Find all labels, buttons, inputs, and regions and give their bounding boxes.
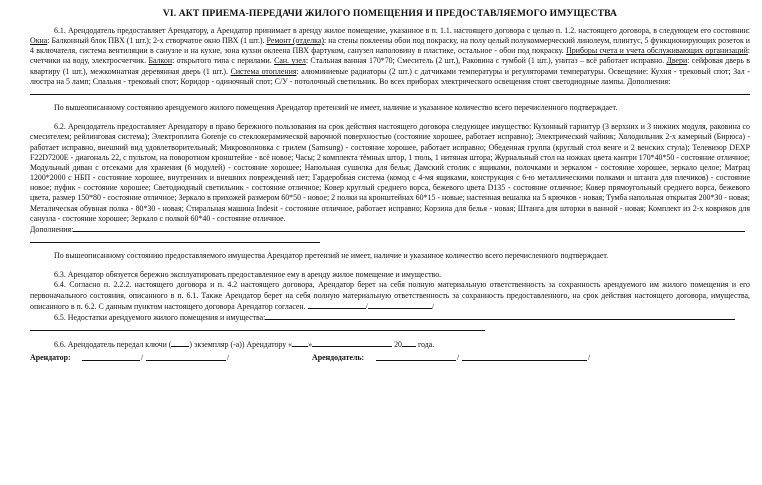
additions-label: Дополнения:: [30, 224, 74, 234]
windows-label: Окна: [30, 36, 48, 46]
year-prefix: 20: [394, 340, 402, 350]
slash: /: [141, 353, 144, 363]
clause-6-1-intro: 6.1. Арендодатель предоставляет Арендатору, а Арендатор принимает в аренду жилое помещение, указанное в п. 1.1. настоящего договора с целью п. 1.2. настоящего договора, в следующем его состоянии:: [54, 26, 750, 35]
clause-6-4: 6.4. Согласно п. 2.2.2. настоящего договора и п. 4.2 настоящего договора, Арендатор берет на себя полную материальную ответственность за сохранность арендуемого им жилого помещения и его первоначального состояния, описанного в п. 6.1. Также Арендатор берет на себя полную материальную ответственность за сохранность предоставленного, на срок действия настоящего договора, имущества, описанного в п. 6.2. С данным пунктом настоящего договора Арендатор согласен. / /: [30, 280, 750, 311]
heating-label: Система отопления: [230, 66, 297, 76]
clause-6-5: [30, 312, 750, 323]
bathroom-text: : Стальная ванная 170*70; Смеситель (2 шт.), Раковина с тумбой (1 шт.), унитаз – всё работает исправно.: [305, 56, 667, 66]
defects-line-2[interactable]: [30, 323, 750, 334]
tenant-name-field-1[interactable]: [368, 301, 432, 309]
landlord-signature-field[interactable]: [376, 353, 456, 361]
tenant-label: Арендатор:: [30, 353, 71, 363]
clause-6-1: [30, 26, 750, 87]
additions-2: [30, 224, 750, 235]
tenant-signature-field[interactable]: [82, 353, 140, 361]
keys-text-c: »: [308, 340, 313, 350]
clause-6-5-text: 6.5. Недостатки арендуемого жилого помещения и имущества:: [54, 312, 266, 322]
claim-premises: По вышеописанному состоянию арендуемого жилого помещения Арендатор претензий не имеет, наличие и указанное количество всего перечисленного подтверждает.: [54, 103, 618, 113]
slash: /: [457, 353, 460, 363]
clause-6-2: 6.2. Арендодатель предоставляет Арендатору в право бережного пользования на срок действия настоящего договора следующее имущество: Кухонный гарнитур (3 верхних и 3 нижних модуля, раковина со смесителем; рейлинговая система); Электроплита Gorenje со стеклокерамической варочной поверхностью (состояние хорошее, работает исправно); Электрический чайник; Холодильник 2-х камерный (Бирюса) - работает исправно, внешний вид удовлетворительный; Микроволновка с грилем (Samsung) - состояние хорошее, работает исправно; Обеденная группа (круглый стол венге и 2 венских стула); Телевизор DEXP F22D7200E - диагональ 22, с пультом, на поворотном кронштейне - всё новое; Часы; 2 комплекта тёмных штор, 1 тюль, 1 нитяная штора; Журнальный стол на ножках цвета кантри 170*40*50 - состояние отличное; Модульный диван с отсеками для хранения (6 модулей) - состояние хорошее; Напольная сушилка для белья; Дамский столик с ящиками, полочками и зеркалом - состояние хорошее, зеркало целое; Матрац 1200*2000 с НБП - состояние хорошее, внутренних и внешних повреждений нет; Гардеробная система (комод с 4-мя ящиками, конструкция с 6-ю металлическими полками и штанга для плечиков) - состояние новое; пуфик - состояние хорошее; Светодиодный светильник - состояние отличное; Ковер круглый среднего ворса, бежевого цвета D135 - состояние отличное; Ковер прямоугольный среднего ворса, бежевого цвета, размер 150*80 - состояние отличное; Зеркало в прихожей размером 60*50 - новое; 2 полки на кронштейнах 60*15 - новые; настенная вешалка на 5 крючков - новая; Тумба напольная открытая 200*30 - новая; Металическая обувная полка - 80*30 - новая; Стиральная машина Indesit - состояние отличное, работает исправно; Корзина для белья - новая; Штанга для шторки в ванной - новая; Комплект из 2-х ковриков для санузла - состояние хорошее; Зеркало с полкой 60*40 - состояние отличное.: [30, 122, 750, 223]
meters-label: Приборы счета и учета обслуживающих организаций: [566, 46, 748, 56]
slash: /: [588, 353, 591, 363]
keys-text-e: года.: [417, 340, 435, 350]
clause-6-4-text: 6.4. Согласно п. 2.2.2. настоящего договора и п. 4.2 настоящего договора, Арендатор берет на себя полную материальную ответственность за сохранность арендуемого им жилого помещения и его первоначального состояния, описанного в п. 6.1. Также Арендатор берет на себя полную материальную ответственность за сохранность предоставленного, на срок действия настоящего договора, имущества, описанного в п. 6.2. С данным пунктом настоящего договора Арендатор согласен.: [30, 280, 750, 311]
additions-line-3[interactable]: [30, 235, 750, 246]
windows-text: : Балконный блок ПВХ (1 шт.); 2-х створчатое окно ПВХ (1 шт.).: [47, 36, 267, 46]
keys-text-b: экземпляр (-а)) Арендатору «: [194, 340, 293, 350]
clause-6-3: 6.3. Арендатор обязуется бережно эксплуатировать предоставленное ему в аренду жилое помещение и имущество.: [54, 270, 442, 280]
slash: /: [227, 353, 230, 363]
additions-line-1[interactable]: [30, 87, 750, 98]
repair-label: Ремонт (отделка): [266, 36, 325, 46]
landlord-name-field[interactable]: [462, 353, 587, 361]
year-field[interactable]: [402, 339, 416, 347]
lease-act-page: [30, 6, 750, 364]
keys-text-a: 6.6. Арендодатель передал ключи (: [54, 340, 172, 350]
tenant-name-field[interactable]: [146, 353, 226, 361]
claim-property: По вышеописанному состоянию предоставляемого имущества Арендатор претензий не имеет, наличие и указанное количество всего перечисленного подтверждает.: [54, 251, 609, 261]
balcony-label: Балкон: [148, 56, 173, 66]
meters-text: : счетчики на воду, электросчетчик.: [30, 46, 750, 66]
defects-line-1[interactable]: [265, 312, 735, 320]
heating-text: : алюминиевые радиаторы (2 шт.) с датчиками температуры и регуляторами температуры. Освещение: Кухня - трековый спот; Зал - люстра на 5 ламп; Спальня - трековый спот; Коридор - одиночный спот; С/У - потолочный светильник. Во всех приборах электрического освещения стоят светодиодные лампы. Дополнения:: [30, 66, 750, 86]
tenant-sign-field-1[interactable]: [308, 301, 366, 309]
landlord-label: Арендодатель:: [312, 353, 365, 363]
repair-text: : на стены поклеены обои под покраску, на полу целый полукоммерческий линолеум, плинтус, 5 функционирующих розеток и 4 включателя, система вентиляции в санузле и на кухне, зона кухни оклеена ПВХ фартуком, санузел наполовину в пластике, остальное - обои под покраску.: [30, 36, 750, 56]
doors-label: Двери: [666, 56, 688, 66]
month-field[interactable]: [312, 339, 392, 347]
balcony-text: : открытого типа с перилами.: [172, 56, 275, 66]
bathroom-label: Сан. узел: [274, 56, 306, 66]
day-field[interactable]: [292, 339, 308, 347]
doors-text: : сейфовая дверь в квартиру (1 шт.), межкомнатная деревянная дверь (1 шт.).: [30, 56, 751, 76]
keys-count-field[interactable]: [171, 339, 189, 347]
section-title: VI. АКТ ПРИЕМА-ПЕРЕДАЧИ ЖИЛОГО ПОМЕЩЕНИЯ И ПРЕДОСТАВЛЯЕМОГО ИМУЩЕСТВА: [162, 8, 618, 19]
additions-line-2[interactable]: [73, 224, 745, 232]
signature-row: [30, 353, 750, 364]
clause-6-6: 6.6. Арендодатель передал ключи ( ) экземпляр (-а)) Арендатору « » 20 года.: [54, 340, 435, 350]
